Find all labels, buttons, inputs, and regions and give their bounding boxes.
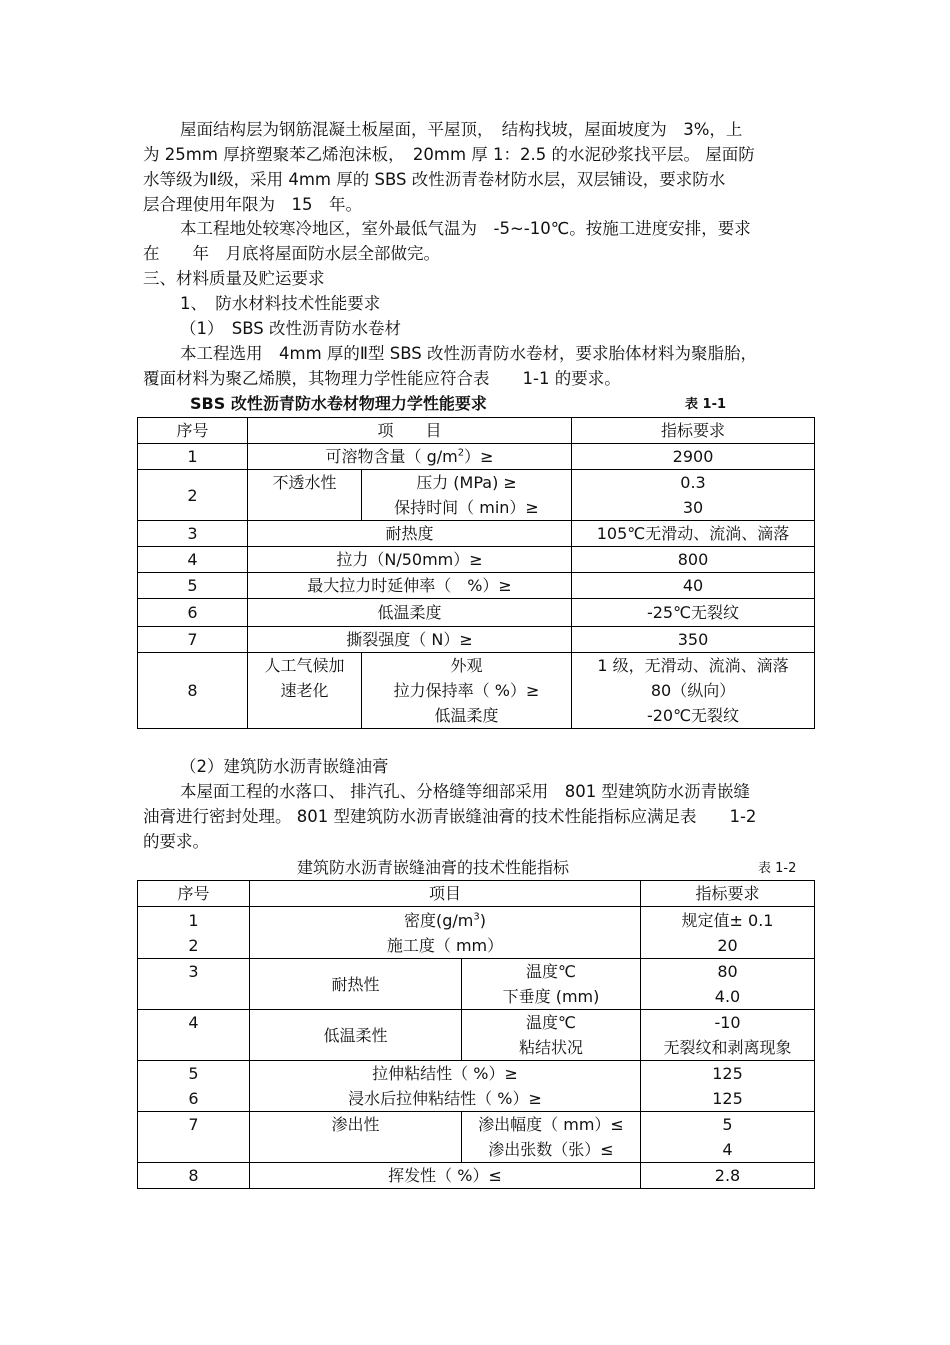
table2-req: 125 125: [641, 1061, 815, 1112]
table1-no: 8: [138, 653, 248, 729]
table-row: [138, 444, 815, 470]
table2-header-item: 项目: [250, 881, 641, 907]
table1-req: 2900: [572, 444, 815, 470]
table1-number: 表 1-1: [685, 397, 727, 412]
table1-no: 2: [138, 470, 248, 521]
table2-item: 挥发性（ %）≤: [250, 1163, 641, 1189]
table-1: [137, 417, 815, 729]
table1-req: 105℃无滑动、流淌、滴落: [572, 521, 815, 547]
table2-item: 拉伸粘结性（ %）≥ 浸水后拉伸粘结性（ %）≥: [250, 1061, 641, 1112]
table1-req: 1 级，无滑动、流淌、滴落 80（纵向） -20℃无裂纹: [572, 653, 815, 729]
table2-no: 5 6: [138, 1061, 250, 1112]
para2-line-2: 油膏进行密封处理。 801 型建筑防水沥青嵌缝油膏的技术性能指标应满足表 1-2: [143, 807, 757, 826]
table2-group: 耐热性: [250, 959, 462, 1010]
subheading-1-1: （1） SBS 改性沥青防水卷材: [180, 319, 401, 338]
para2-line-1: 本屋面工程的水落口、 排汽孔、分格缝等细部采用 801 型建筑防水沥青嵌缝: [180, 782, 750, 801]
table-row: [138, 470, 815, 521]
table1-item: 最大拉力时延伸率（ %）≥: [248, 573, 572, 599]
table2-req: 5 4: [641, 1112, 815, 1163]
table-row: [138, 907, 815, 959]
table-2: [137, 880, 815, 1189]
section-heading: 三、材料质量及贮运要求: [143, 269, 325, 288]
table2-no: 8: [138, 1163, 250, 1189]
table1-req: 800: [572, 547, 815, 573]
table2-req: 规定值± 0.1 20: [641, 907, 815, 959]
table2-no: 1 2: [138, 907, 250, 959]
table2-req: -10 无裂纹和剥离现象: [641, 1010, 815, 1061]
table1-group: 不透水性: [248, 470, 362, 521]
table1-header-no: 序号: [138, 418, 248, 444]
table2-req: 80 4.0: [641, 959, 815, 1010]
table2-group: 渗出性: [250, 1112, 462, 1163]
table-row: [138, 418, 815, 444]
table1-no: 6: [138, 599, 248, 627]
table1-subitems: 压力 (MPa) ≥ 保持时间（ min）≥: [362, 470, 572, 521]
table-row: [138, 599, 815, 627]
table1-no: 3: [138, 521, 248, 547]
table-row: [138, 573, 815, 599]
intro-line-6: 在 年 月底将屋面防水层全部做完。: [143, 244, 440, 263]
table2-no: 4: [138, 1010, 250, 1061]
intro-line-3: 水等级为Ⅱ级，采用 4mm 厚的 SBS 改性沥青卷材防水层，双层铺设，要求防水: [143, 170, 726, 189]
table2-subitems: 温度℃ 下垂度 (mm): [462, 959, 641, 1010]
table-row: [138, 1112, 815, 1163]
table-row: [138, 521, 815, 547]
table-row: [138, 627, 815, 653]
table2-subitems: 渗出幅度（ mm）≤ 渗出张数（张）≤: [462, 1112, 641, 1163]
table1-req: -25℃无裂纹: [572, 599, 815, 627]
table2-header-req: 指标要求: [641, 881, 815, 907]
table1-item: 拉力（N/50mm）≥: [248, 547, 572, 573]
table1-no: 1: [138, 444, 248, 470]
table1-header-req: 指标要求: [572, 418, 815, 444]
table1-no: 4: [138, 547, 248, 573]
table2-no: 7: [138, 1112, 250, 1163]
table2-group: 低温柔性: [250, 1010, 462, 1061]
table1-item: 耐热度: [248, 521, 572, 547]
table1-item: 低温柔度: [248, 599, 572, 627]
intro-line-5: 本工程地处较寒冷地区，室外最低气温为 -5~-10℃。按施工进度安排，要求: [180, 219, 751, 238]
table-row: [138, 1163, 815, 1189]
table1-req: 350: [572, 627, 815, 653]
table2-no: 3: [138, 959, 250, 1010]
table-row: [138, 653, 815, 729]
table2-req: 2.8: [641, 1163, 815, 1189]
table2-header-no: 序号: [138, 881, 250, 907]
table1-item: 可溶物含量（ $g/m^2)\ge$: [248, 444, 572, 470]
table1-group: 人工气候加 速老化: [248, 653, 362, 729]
table2-caption: 建筑防水沥青嵌缝油膏的技术性能指标: [297, 858, 570, 877]
para1-line-2: 覆面材料为聚乙烯膜，其物理力学性能应符合表 1-1 的要求。: [143, 369, 621, 388]
para2-line-3: 的要求。: [143, 832, 209, 851]
table-row: [138, 1010, 815, 1061]
subheading-1: 1、 防水材料技术性能要求: [180, 294, 381, 313]
para1-line-1: 本工程选用 4mm 厚的Ⅱ型 SBS 改性沥青防水卷材，要求胎体材料为聚脂胎，: [180, 344, 757, 363]
table-row: [138, 959, 815, 1010]
intro-line-4: 层合理使用年限为 15 年。: [143, 195, 362, 214]
table1-item: 撕裂强度（ N）≥: [248, 627, 572, 653]
table1-subitems: 外观 拉力保持率（ %）≥ 低温柔度: [362, 653, 572, 729]
subheading-1-2: （2）建筑防水沥青嵌缝油膏: [180, 757, 389, 776]
table1-header-item: 项 目: [248, 418, 572, 444]
table2-number: 表 1-2: [758, 861, 797, 876]
table1-caption: SBS 改性沥青防水卷材物理力学性能要求: [190, 394, 487, 413]
table1-no: 7: [138, 627, 248, 653]
table1-no: 5: [138, 573, 248, 599]
table2-item: 密度$(g/m^3)$ 施工度（ mm）: [250, 907, 641, 959]
table-row: [138, 547, 815, 573]
intro-line-2: 为 25mm 厚挤塑聚苯乙烯泡沫板， 20mm 厚 1：2.5 的水泥砂浆找平层。 屋面防: [143, 145, 755, 164]
table2-subitems: 温度℃ 粘结状况: [462, 1010, 641, 1061]
intro-line-1: 屋面结构层为钢筋混凝土板屋面，平屋顶， 结构找坡，屋面坡度为 3%，上: [180, 120, 743, 139]
table-row: [138, 881, 815, 907]
table1-req: 0.3 30: [572, 470, 815, 521]
table-row: [138, 1061, 815, 1112]
table1-req: 40: [572, 573, 815, 599]
